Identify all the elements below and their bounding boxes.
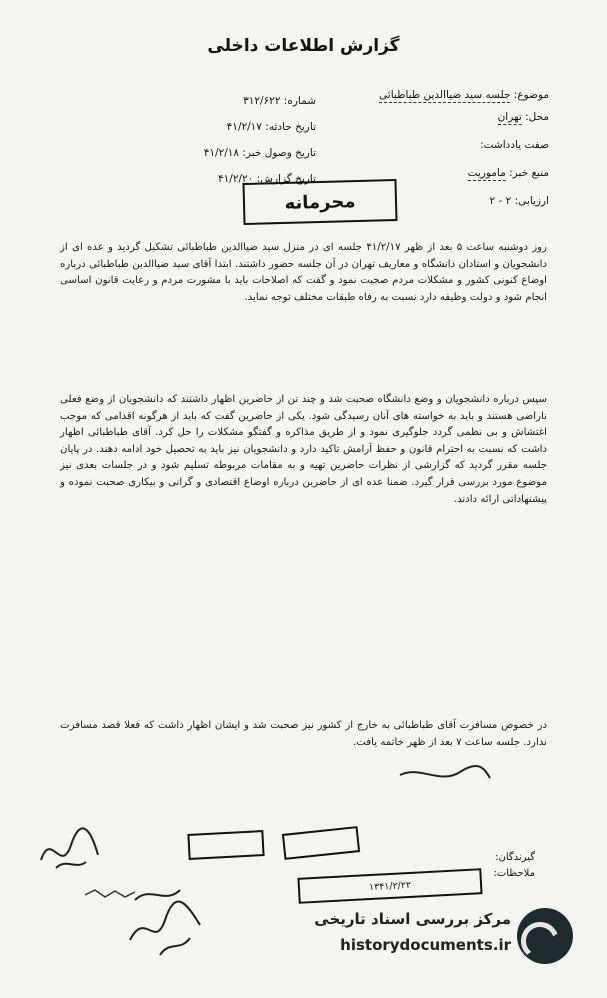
confidential-stamp: محرمانه bbox=[242, 179, 397, 225]
meta-receipt-date: تاریخ وصول خبر: ۴۱/۲/۱۸ bbox=[203, 147, 316, 159]
meta-label: شماره bbox=[287, 95, 316, 107]
archive-footer bbox=[314, 902, 573, 972]
meta-note: صفت یادداشت: bbox=[480, 139, 549, 151]
meta-label: تاریخ وصول خبر bbox=[245, 147, 316, 159]
box-stamp-left bbox=[187, 830, 264, 860]
signature-scribble-left bbox=[36, 820, 106, 880]
meta-value: ۴۱/۲/۲۰ bbox=[218, 173, 254, 185]
body-paragraph-3: در خصوص مسافرت آقای طباطبائی به خارج از کشور نیز صحبت شد و ایشان اظهار داشت که فعلا قصد مسافرت ندارد. جلسه ساعت ۷ بعد از ظهر خاتمه یافت. bbox=[60, 720, 547, 748]
recipients-label: گیرندگان: bbox=[495, 852, 535, 863]
meta-label: محل bbox=[528, 111, 549, 123]
box-stamp-right bbox=[282, 826, 360, 860]
meta-evaluation: ارزیابی: ۲ - ۲ bbox=[489, 195, 549, 207]
archive-logo-icon bbox=[517, 908, 573, 964]
meta-value: تهران bbox=[497, 111, 522, 123]
meta-label: موضوع bbox=[517, 89, 549, 101]
meta-subject: موضوع: جلسه سید ضیاالدین طباطبائی bbox=[379, 89, 549, 101]
meta-label: تاریخ گزارش bbox=[260, 173, 316, 185]
meta-value: ۳۱۲/۶۲۲ bbox=[243, 95, 281, 107]
meta-event-date: تاریخ حادثه: ۴۱/۲/۱۷ bbox=[226, 121, 316, 133]
meta-value: ماموریت bbox=[467, 167, 506, 179]
meta-value: ۴۱/۲/۱۸ bbox=[203, 147, 240, 159]
underline-scribble bbox=[395, 760, 495, 790]
meta-value: جلسه سید ضیاالدین طباطبائی bbox=[379, 89, 511, 101]
meta-label: تاریخ حادثه bbox=[268, 121, 316, 133]
date-stamp: ۱۳۴۱/۲/۲۲ bbox=[297, 868, 482, 904]
archive-url[interactable]: historydocuments.ir bbox=[340, 936, 511, 954]
meta-report-date: تاریخ گزارش: ۴۱/۲/۲۰ bbox=[218, 173, 316, 185]
body-paragraph-1: روز دوشنبه ساعت ۵ بعد از ظهر ۴۱/۲/۱۷ جلسه ای در منزل سید ضیاالدین طباطبائی تشکیل گردید و عده ای از دانشجویان و استادان دانشگاه و معاریف تهران در آن جلسه حضور داشتند. ابتدا آقای سید ضیاالدین طباطبائی درباره اوضاع کنونی کشور و مشکلات مردم صحبت نمود و گفت که اصلاحات باید با مشورت مردم و رعایت قانون اساسی انجام شود و دولت وظیفه دارد نسبت به رفاه طبقات مختلف توجه نماید. bbox=[60, 242, 547, 303]
meta-value: ۴۱/۲/۱۷ bbox=[226, 121, 262, 133]
meta-number: شماره: ۳۱۲/۶۲۲ bbox=[243, 95, 316, 107]
handwritten-note bbox=[120, 870, 210, 960]
document-title: گزارش اطلاعات داخلی bbox=[207, 36, 400, 56]
archive-name: مرکز بررسی اسناد تاریخی bbox=[314, 910, 511, 928]
meta-label: منبع خبر bbox=[512, 167, 549, 179]
meta-label: ارزیابی bbox=[518, 195, 549, 207]
meta-place: محل: تهران bbox=[497, 111, 549, 123]
remarks-label: ملاحظات: bbox=[493, 868, 535, 879]
handwritten-number bbox=[80, 885, 140, 905]
body-paragraph-2: سپس درباره دانشجویان و وضع دانشگاه صحبت شد و چند تن از حاضرین اظهار داشتند که دانشجویان از وضع فعلی ناراضی هستند و باید به خواسته های آنان رسیدگی شود. یکی از حاضرین گفت که باید از هرگونه اقدامی که موجب اغتشاش و بی نظمی گردد جلوگیری نمود و از طریق مذاکره و گفتگو مشکلات را حل کرد. آقای طباطبائی اظهار داشت که نسبت به احترام قانون و حفظ آرامش تاکید دارد و دانشجویان نیز باید به تحصیل خود ادامه دهند. در پایان جلسه مقرر گردید که گزارشی از نظرات حاضرین تهیه و به مقامات مربوطه تسلیم شود و در جلسات بعدی نیز موضوع مورد بررسی قرار گیرد. ضمنا عده ای از حاضرین درباره اوضاع اقتصادی و گرانی و بیکاری صحبت نموده و پیشنهاداتی ارائه دادند. bbox=[60, 394, 547, 505]
meta-source: منبع خبر: ماموریت bbox=[467, 167, 549, 179]
meta-label: صفت یادداشت bbox=[483, 139, 549, 151]
meta-value: ۲ - ۲ bbox=[489, 195, 512, 207]
